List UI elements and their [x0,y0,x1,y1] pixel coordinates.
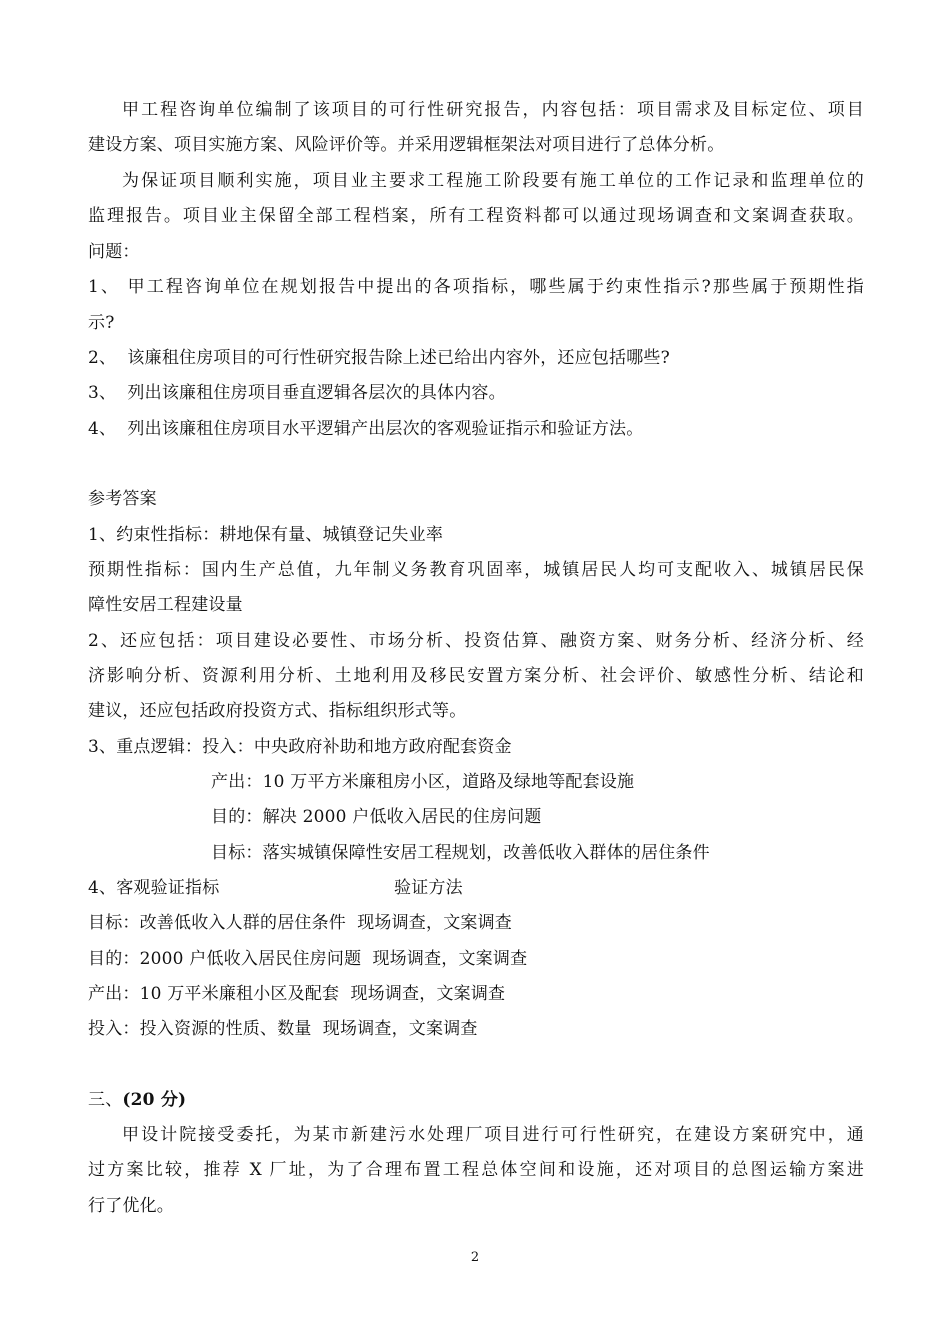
paragraph-line: 甲工程咨询单位编制了该项目的可行性研究报告，内容包括：项目需求及目标定位、项目 [122,100,864,120]
answer-line: 济影响分析、资源利用分析、土地利用及移民安置方案分析、社会评价、敏感性分析、结论和 [88,666,864,686]
question-line: 3、 列出该廉租住房项目垂直逻辑各层次的具体内容。 [88,383,506,403]
answer-line: 障性安居工程建设量 [88,595,243,615]
question-line: 2、 该廉租住房项目的可行性研究报告除上述已给出内容外，还应包括哪些? [88,348,670,368]
answer-line: 目的：解决 2000 户低收入居民的住房问题 [211,807,542,827]
answer-line: 目标：改善低收入人群的居住条件 现场调查，文案调查 [88,913,513,933]
paragraph-line: 过方案比较，推荐 X 厂址，为了合理布置工程总体空间和设施，还对项目的总图运输方案进 [88,1160,864,1180]
section-heading-prefix: 三、 [88,1090,123,1110]
section-heading-score: (20 分) [122,1090,187,1110]
paragraph-line: 建设方案、项目实施方案、风险评价等。并采用逻辑框架法对项目进行了总体分析。 [88,135,725,155]
paragraph-line: 行了优化。 [88,1196,174,1216]
answer-line: 预期性指标：国内生产总值，九年制义务教育巩固率，城镇居民人均可支配收入、城镇居民保 [88,560,864,580]
answer-line: 目标：落实城镇保障性安居工程规划，改善低收入群体的居住条件 [211,843,710,863]
answer-line: 3、重点逻辑：投入：中央政府补助和地方政府配套资金 [88,737,512,757]
answer-line: 投入：投入资源的性质、数量 现场调查，文案调查 [88,1019,478,1039]
paragraph-line: 甲设计院接受委托，为某市新建污水处理厂项目进行可行性研究，在建设方案研究中，通 [122,1125,864,1145]
answer-line: 产出：10 万平米廉租小区及配套 现场调查，文案调查 [88,984,506,1004]
question-line: 1、 甲工程咨询单位在规划报告中提出的各项指标，哪些属于约束性指示?那些属于预期性指 [88,277,864,297]
answer-table-header-right: 验证方法 [394,878,463,898]
paragraph-line: 监理报告。项目业主保留全部工程档案，所有工程资料都可以通过现场调查和文案调查获取。 [88,206,864,226]
answer-line: 产出：10 万平方米廉租房小区，道路及绿地等配套设施 [211,772,635,792]
answer-line: 目的：2000 户低收入居民住房问题 现场调查，文案调查 [88,949,528,969]
answer-line: 建议，还应包括政府投资方式、指标组织形式等。 [88,701,467,721]
questions-heading: 问题： [88,242,140,262]
question-line: 4、 列出该廉租住房项目水平逻辑产出层次的客观验证指示和验证方法。 [88,419,644,439]
question-line: 示? [88,313,115,333]
answer-table-header-left: 4、客观验证指标 [88,878,220,898]
answer-line: 1、约束性指标：耕地保有量、城镇登记失业率 [88,525,444,545]
paragraph-line: 为保证项目顺利实施，项目业主要求工程施工阶段要有施工单位的工作记录和监理单位的 [122,171,864,191]
answers-heading: 参考答案 [88,489,157,509]
page-number: 2 [470,1250,480,1265]
answer-line: 2、还应包括：项目建设必要性、市场分析、投资估算、融资方案、财务分析、经济分析、经 [88,631,864,651]
section-heading [88,1088,186,1112]
